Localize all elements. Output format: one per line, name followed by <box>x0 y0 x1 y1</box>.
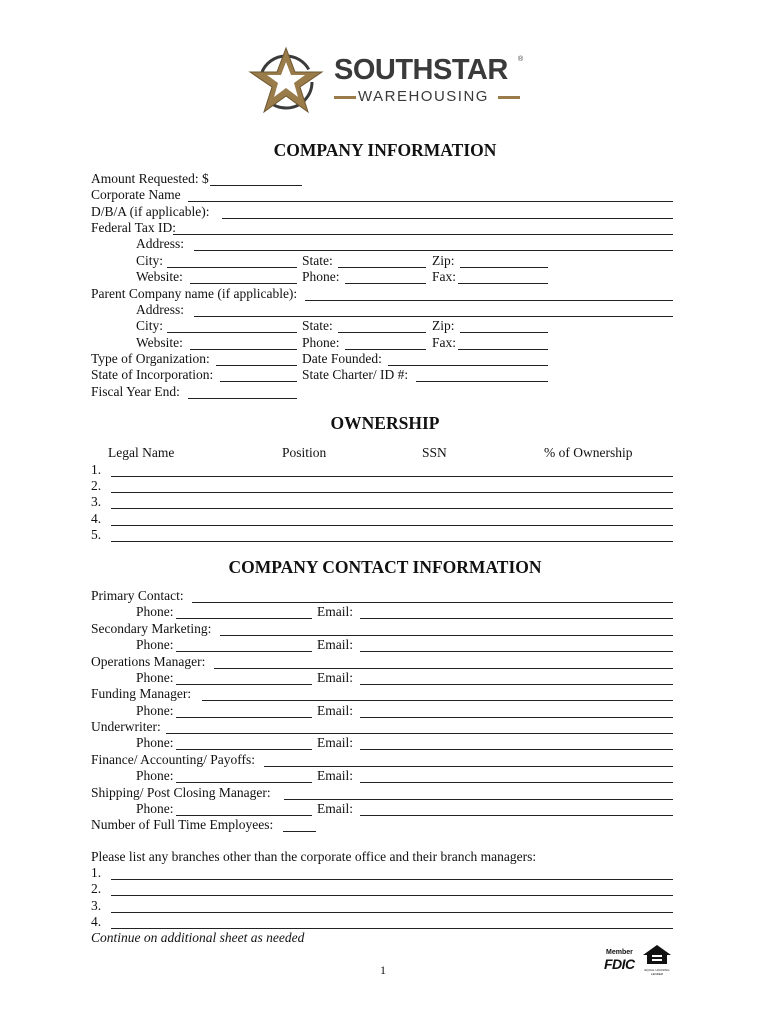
date-founded-field[interactable] <box>388 365 548 366</box>
contact-role-label: Secondary Marketing: <box>91 621 212 636</box>
continue-note: Continue on additional sheet as needed <box>91 930 305 945</box>
owner-col-legal-name: Legal Name <box>108 445 175 460</box>
contact-email-label: Email: <box>317 768 353 783</box>
contact-phone-label: Phone: <box>136 670 174 685</box>
fdic-member-text: Member <box>606 949 633 956</box>
contact-role-label: Funding Manager: <box>91 686 192 701</box>
contact-email-label: Email: <box>317 801 353 816</box>
owner-row-field[interactable] <box>111 476 673 477</box>
fiscal-year-label: Fiscal Year End: <box>91 384 180 399</box>
contact-phone-label: Phone: <box>136 768 174 783</box>
zip-label: Zip: <box>432 253 455 268</box>
corporate-name-field[interactable] <box>188 201 673 202</box>
parent-zip-label: Zip: <box>432 318 455 333</box>
parent-zip-field[interactable] <box>460 332 548 333</box>
equal-housing-text: EQUAL HOUSING LENDER <box>644 968 670 976</box>
contact-email-label: Email: <box>317 637 353 652</box>
contact-phone-label: Phone: <box>136 801 174 816</box>
tax-id-field[interactable] <box>173 234 673 235</box>
state-field[interactable] <box>338 267 426 268</box>
city-label: City: <box>136 253 164 268</box>
contact-name-field[interactable] <box>284 799 673 800</box>
parent-website-label: Website: <box>136 335 183 350</box>
dba-field[interactable] <box>222 218 673 219</box>
branch-row-field[interactable] <box>111 928 673 929</box>
contact-role-label: Operations Manager: <box>91 654 206 669</box>
contact-phone-label: Phone: <box>136 637 174 652</box>
contact-email-field[interactable] <box>360 815 673 816</box>
zip-field[interactable] <box>460 267 548 268</box>
equal-housing-icon <box>642 944 672 968</box>
owner-row-number: 1. <box>91 462 102 477</box>
contact-name-field[interactable] <box>192 602 673 603</box>
brand-bar-left <box>334 96 356 99</box>
brand-subtitle: WAREHOUSING <box>358 88 489 105</box>
contact-email-field[interactable] <box>360 782 673 783</box>
dba-label: D/B/A (if applicable): <box>91 204 210 219</box>
tax-id-label: Federal Tax ID: <box>91 220 177 235</box>
brand-name: SOUTHSTAR <box>334 54 508 86</box>
contact-email-label: Email: <box>317 604 353 619</box>
company-info-heading: COMPANY INFORMATION <box>273 140 497 160</box>
contact-name-field[interactable] <box>220 635 673 636</box>
contact-phone-label: Phone: <box>136 703 174 718</box>
website-field[interactable] <box>190 283 297 284</box>
contact-role-label: Shipping/ Post Closing Manager: <box>91 785 271 800</box>
contact-name-field[interactable] <box>214 668 673 669</box>
contact-phone-field[interactable] <box>176 749 312 750</box>
contact-email-field[interactable] <box>360 684 673 685</box>
registered-mark: ® <box>518 56 524 63</box>
state-label: State: <box>302 253 333 268</box>
branch-row-field[interactable] <box>111 912 673 913</box>
fax-field[interactable] <box>458 283 548 284</box>
phone-field[interactable] <box>345 283 426 284</box>
owner-row-field[interactable] <box>111 508 673 509</box>
southstar-logo <box>246 44 536 114</box>
branches-intro: Please list any branches other than the corporate office and their branch managers: <box>91 849 537 864</box>
contact-phone-field[interactable] <box>176 651 312 652</box>
parent-state-label: State: <box>302 318 333 333</box>
contact-phone-label: Phone: <box>136 604 174 619</box>
owner-row-field[interactable] <box>111 492 673 493</box>
contact-role-label: Underwriter: <box>91 719 161 734</box>
contact-name-field[interactable] <box>166 733 673 734</box>
contact-phone-label: Phone: <box>136 735 174 750</box>
fdic-text: FDIC <box>604 956 635 972</box>
branch-row-number: 1. <box>91 865 102 880</box>
parent-phone-label: Phone: <box>302 335 340 350</box>
star-icon <box>246 44 326 114</box>
contact-phone-field[interactable] <box>176 782 312 783</box>
phone-label: Phone: <box>302 269 340 284</box>
branch-row-number: 4. <box>91 914 102 929</box>
employees-label: Number of Full Time Employees: <box>91 817 274 832</box>
branch-row-field[interactable] <box>111 895 673 896</box>
parent-company-field[interactable] <box>305 300 673 301</box>
contact-phone-field[interactable] <box>176 684 312 685</box>
brand-bar-right <box>498 96 520 99</box>
owner-col-ssn: SSN <box>422 445 447 460</box>
contact-email-label: Email: <box>317 670 353 685</box>
branch-row-number: 2. <box>91 881 102 896</box>
contact-email-field[interactable] <box>360 749 673 750</box>
owner-row-field[interactable] <box>111 525 673 526</box>
fiscal-year-field[interactable] <box>188 398 297 399</box>
fax-label: Fax: <box>432 269 457 284</box>
contact-email-label: Email: <box>317 735 353 750</box>
contact-phone-field[interactable] <box>176 618 312 619</box>
employees-field[interactable] <box>283 831 316 832</box>
contact-email-field[interactable] <box>360 651 673 652</box>
address-field[interactable] <box>194 250 673 251</box>
contact-email-label: Email: <box>317 703 353 718</box>
org-type-label: Type of Organization: <box>91 351 210 366</box>
parent-city-field[interactable] <box>167 332 297 333</box>
amount-label: Amount Requested: $ <box>91 171 209 186</box>
state-inc-label: State of Incorporation: <box>91 367 214 382</box>
parent-address-field[interactable] <box>194 316 673 317</box>
contact-phone-field[interactable] <box>176 815 312 816</box>
date-founded-label: Date Founded: <box>302 351 382 366</box>
branch-row-number: 3. <box>91 898 102 913</box>
page-number: 1 <box>380 963 386 977</box>
city-field[interactable] <box>167 267 297 268</box>
state-inc-field[interactable] <box>220 381 297 382</box>
owner-row-field[interactable] <box>111 541 673 542</box>
owner-row-number: 5. <box>91 527 102 542</box>
corporate-name-label: Corporate Name <box>91 187 181 202</box>
website-label: Website: <box>136 269 183 284</box>
owner-row-number: 2. <box>91 478 102 493</box>
ownership-heading: OWNERSHIP <box>330 413 440 433</box>
amount-field[interactable] <box>210 185 302 186</box>
owner-col-ownership: % of Ownership <box>544 445 633 460</box>
contact-role-label: Primary Contact: <box>91 588 184 603</box>
address-label: Address: <box>136 236 184 251</box>
branch-row-field[interactable] <box>111 879 673 880</box>
contact-email-field[interactable] <box>360 618 673 619</box>
contact-name-field[interactable] <box>264 766 673 767</box>
owner-row-number: 3. <box>91 494 102 509</box>
parent-state-field[interactable] <box>338 332 426 333</box>
owner-col-position: Position <box>282 445 327 460</box>
contact-heading: COMPANY CONTACT INFORMATION <box>228 557 542 577</box>
parent-website-field[interactable] <box>190 349 297 350</box>
parent-address-label: Address: <box>136 302 184 317</box>
org-type-field[interactable] <box>216 365 297 366</box>
parent-company-label: Parent Company name (if applicable): <box>91 286 298 301</box>
state-charter-label: State Charter/ ID #: <box>302 367 409 382</box>
contact-email-field[interactable] <box>360 717 673 718</box>
contact-role-label: Finance/ Accounting/ Payoffs: <box>91 752 255 767</box>
contact-name-field[interactable] <box>202 700 673 701</box>
parent-fax-field[interactable] <box>458 349 548 350</box>
parent-city-label: City: <box>136 318 164 333</box>
parent-phone-field[interactable] <box>345 349 426 350</box>
parent-fax-label: Fax: <box>432 335 457 350</box>
contact-phone-field[interactable] <box>176 717 312 718</box>
state-charter-field[interactable] <box>416 381 548 382</box>
owner-row-number: 4. <box>91 511 102 526</box>
